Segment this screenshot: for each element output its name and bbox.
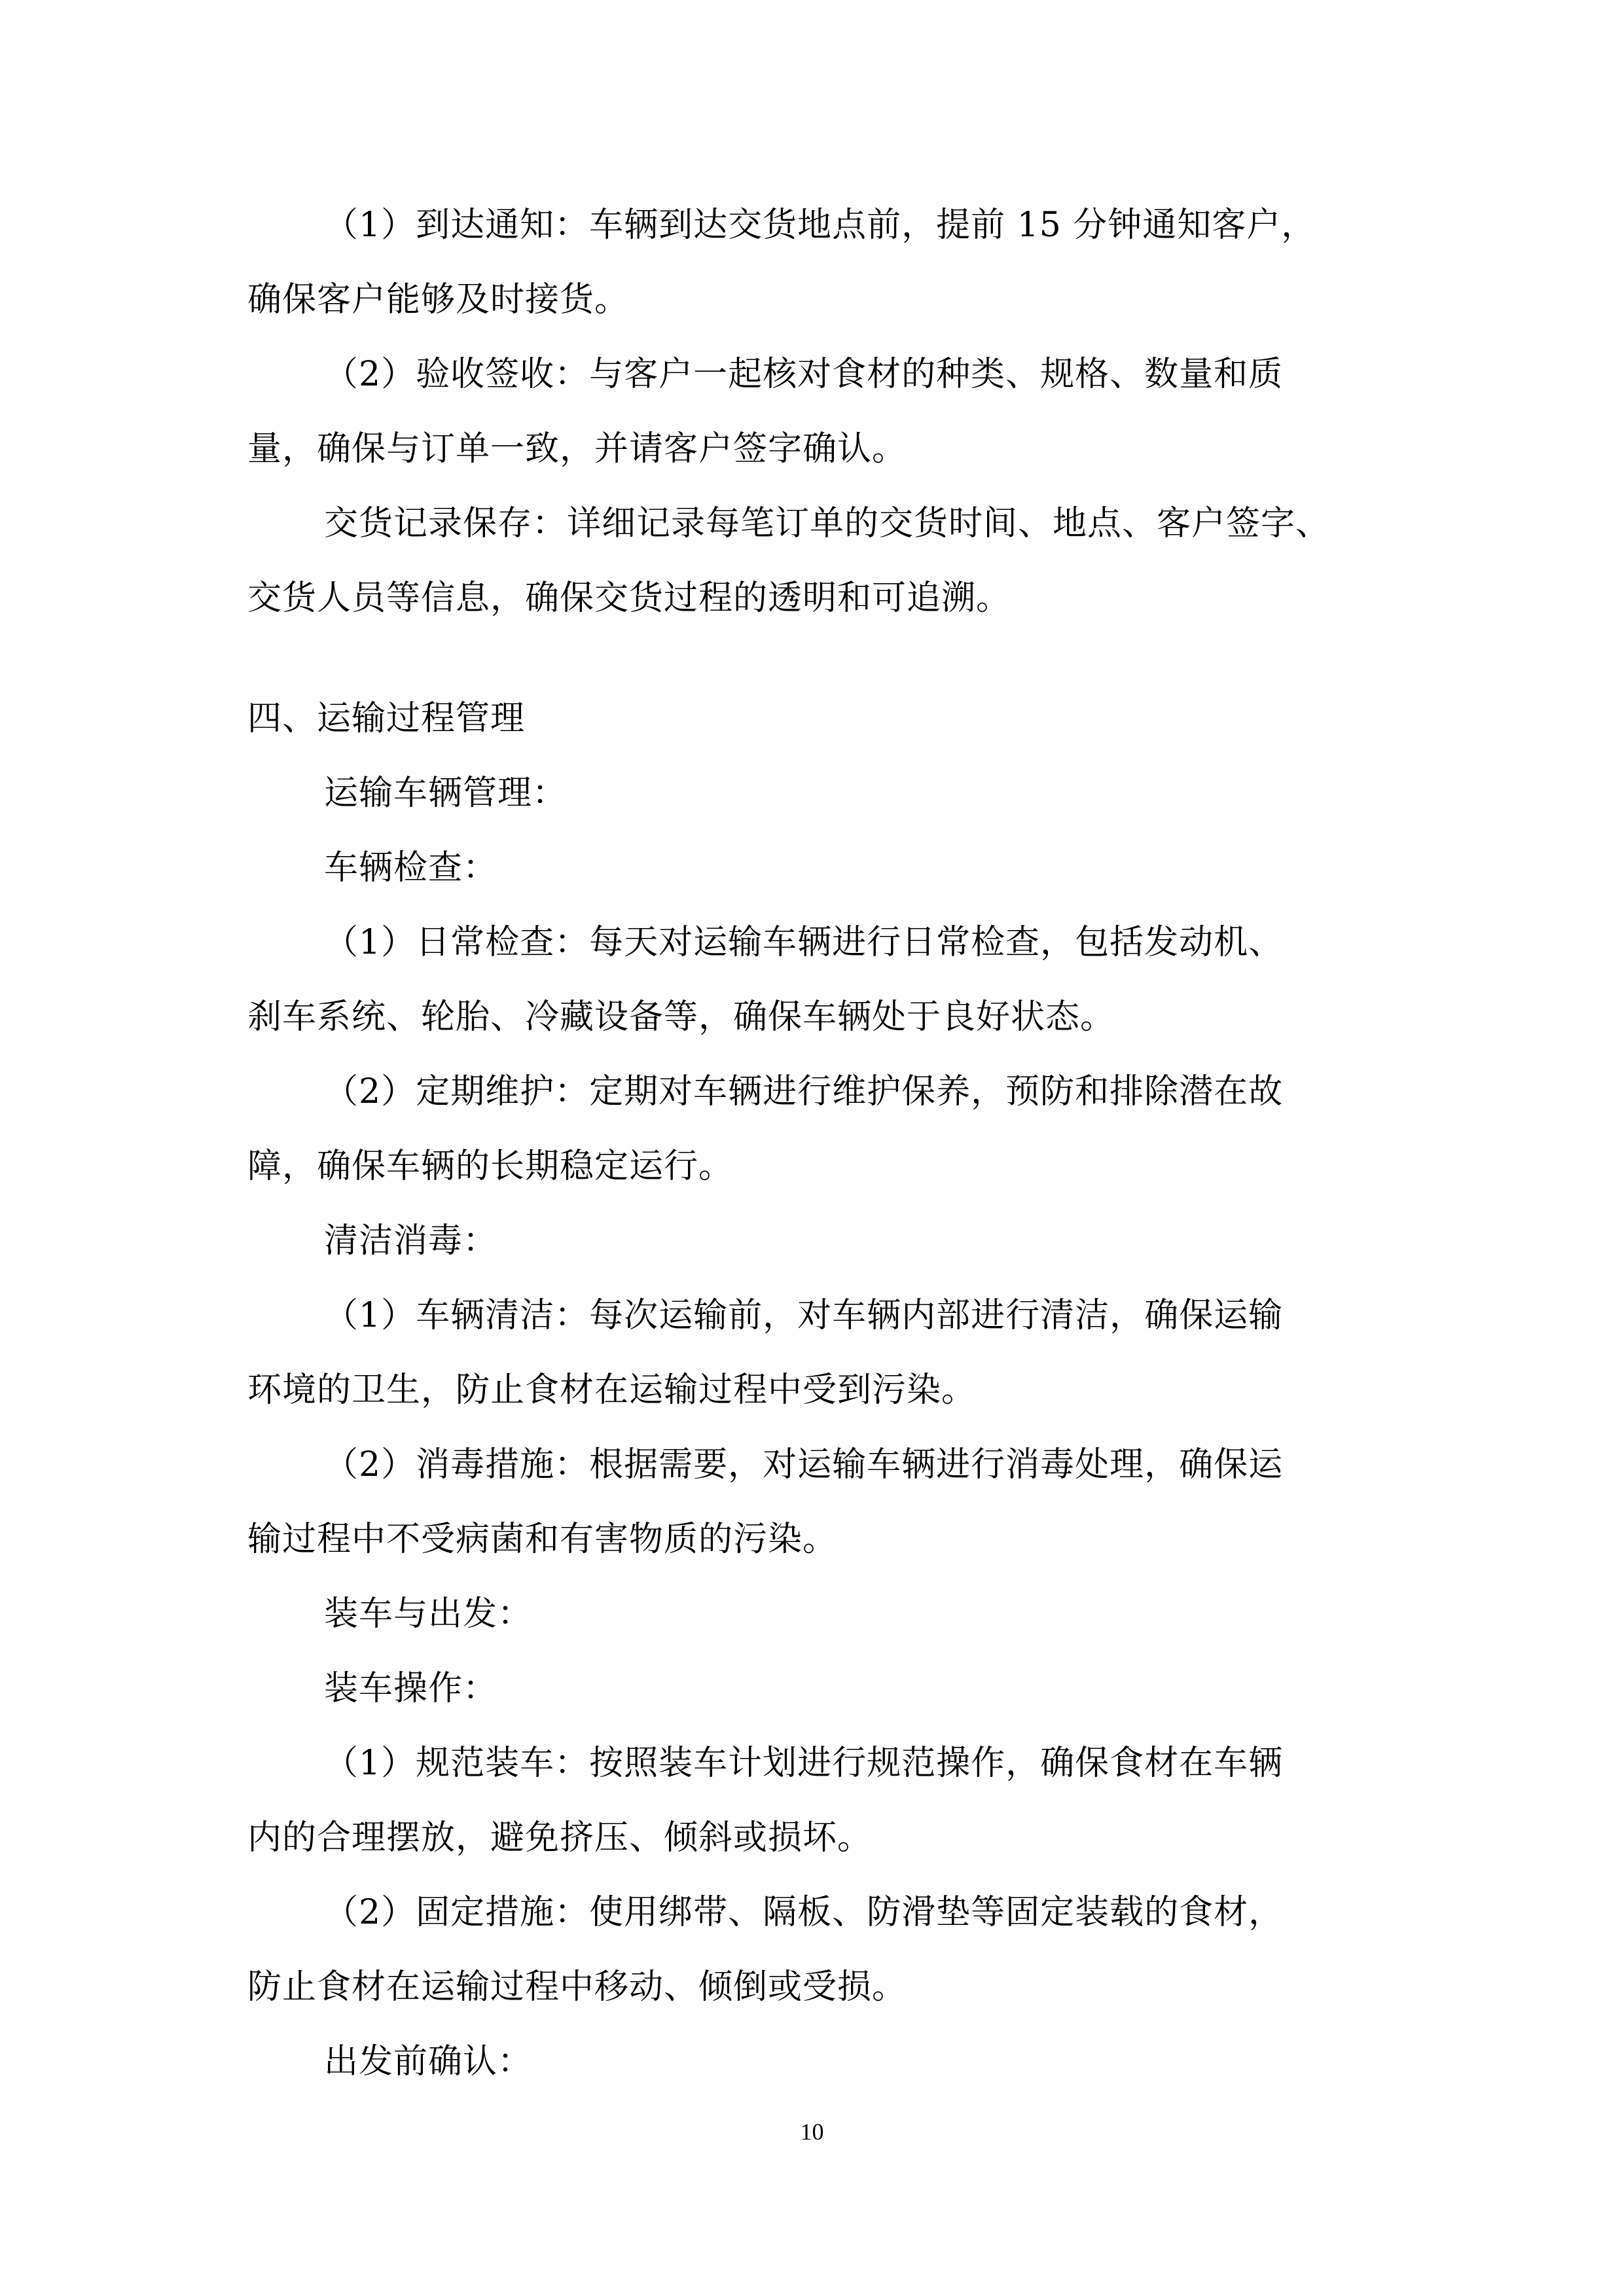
paragraph-standard-loading-line-1: （1）规范装车：按照装车计划进行规范操作，确保食材在车辆 [324,1744,1284,1783]
paragraph-vehicle-cleaning-line-1: （1）车辆清洁：每次运输前，对车辆内部进行清洁，确保运输 [324,1296,1284,1335]
subheading-loading-operation: 装车操作： [324,1669,498,1708]
paragraph-disinfection-line-2: 输过程中不受病菌和有害物质的污染。 [247,1520,838,1559]
subheading-vehicle-inspection: 车辆检查： [324,848,498,888]
paragraph-arrival-notice-line-2: 确保客户能够及时接货。 [247,280,630,319]
paragraph-acceptance-line-1: （2）验收签收：与客户一起核对食材的种类、规格、数量和质 [324,355,1284,394]
paragraph-arrival-notice-line-1: （1）到达通知：车辆到达交货地点前，提前 15 分钟通知客户， [324,206,1316,245]
paragraph-delivery-record-line-2: 交货人员等信息，确保交货过程的透明和可追溯。 [247,579,1011,618]
paragraph-securing-line-2: 防止食材在运输过程中移动、倾倒或受损。 [247,1967,907,2007]
paragraph-vehicle-cleaning-line-2: 环境的卫生，防止食材在运输过程中受到污染。 [247,1371,977,1410]
subheading-cleaning-disinfection: 清洁消毒： [324,1221,498,1261]
paragraph-securing-line-1: （2）固定措施：使用绑带、隔板、防滑垫等固定装载的食材， [324,1893,1284,1932]
paragraph-maintenance-line-1: （2）定期维护：定期对车辆进行维护保养，预防和排除潜在故 [324,1072,1284,1111]
subheading-loading-departure: 装车与出发： [324,1594,533,1634]
page-number: 10 [800,2119,824,2145]
subheading-pre-departure-check: 出发前确认： [324,2042,533,2081]
paragraph-maintenance-line-2: 障，确保车辆的长期稳定运行。 [247,1147,734,1186]
section-heading-transport-management: 四、运输过程管理 [247,699,526,738]
subheading-vehicle-management: 运输车辆管理： [324,774,568,813]
paragraph-delivery-record-line-1: 交货记录保存：详细记录每笔订单的交货时间、地点、客户签字、 [324,504,1331,543]
paragraph-standard-loading-line-2: 内的合理摆放，避免挤压、倾斜或损坏。 [247,1818,873,1857]
paragraph-daily-check-line-2: 刹车系统、轮胎、冷藏设备等，确保车辆处于良好状态。 [247,997,1115,1037]
paragraph-acceptance-line-2: 量，确保与订单一致，并请客户签字确认。 [247,429,907,469]
paragraph-daily-check-line-1: （1）日常检查：每天对运输车辆进行日常检查，包括发动机、 [324,923,1284,962]
paragraph-disinfection-line-1: （2）消毒措施：根据需要，对运输车辆进行消毒处理，确保运 [324,1445,1284,1484]
